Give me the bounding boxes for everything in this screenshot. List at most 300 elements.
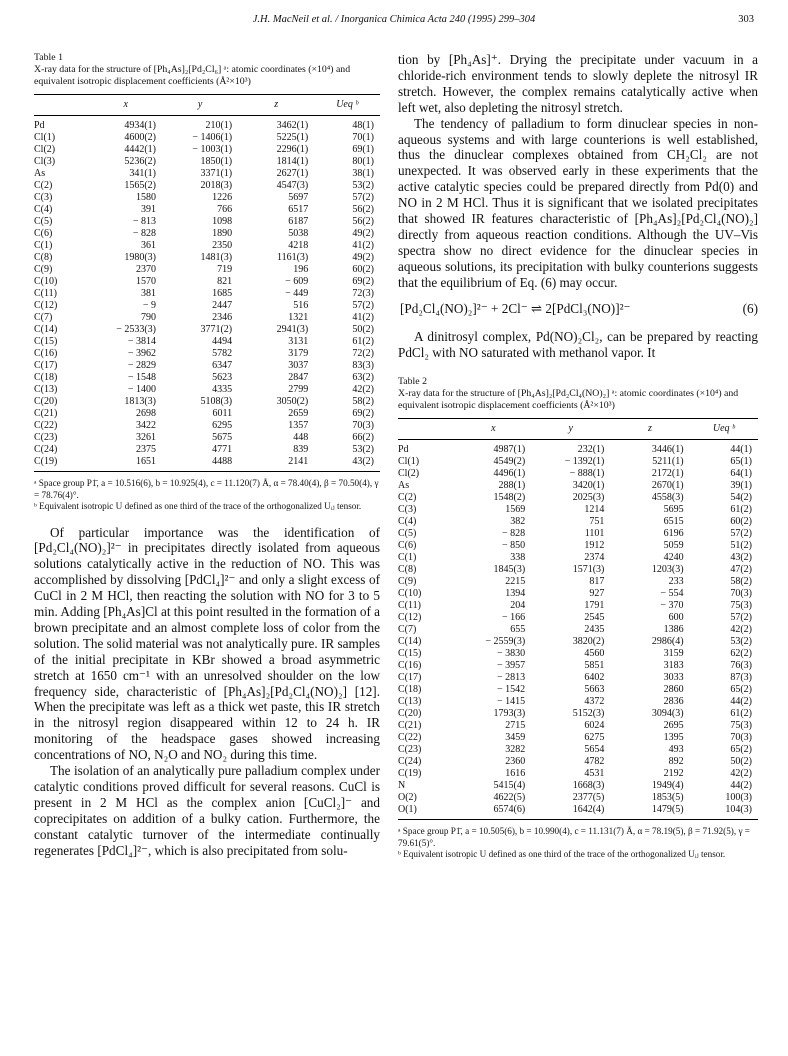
table-cell: 4442(1) [124,144,157,155]
table-cell: 47(2) [730,564,752,576]
table-cell: 87(3) [730,672,752,684]
atom-label-cell: C(23) [34,432,58,443]
table-row [34,192,380,204]
table-cell: 5851 [584,660,605,672]
atom-label-cell: C(20) [398,708,422,720]
table-row [34,408,380,420]
table-cell: 204 [510,600,526,612]
table-cell: 4240 [663,552,684,564]
table1-caption: X-ray data for the structure of [Ph₄As]₂[Pd₂Cl₆] ᵃ: atomic coordinates (×10⁴) and equivalent isotropic displacement coefficients (Å²×10³) [34,64,351,87]
table2-column-header: Ueq ᵇ [690,419,758,440]
atom-label-cell: Cl(2) [34,144,56,155]
table-cell: 1949(4) [651,780,684,792]
table-cell: 2860 [663,684,684,696]
table-cell: − 1548 [127,372,157,383]
atom-label-cell: C(19) [34,456,89,472]
table-cell: 49(2) [352,228,374,239]
atom-label-cell: C(4) [34,204,53,215]
table-row [34,228,380,240]
left-paragraph-2: The isolation of an analytically pure palladium complex under catalytic conditions proved difficult for several reasons. CuCl is present in 2 M HCl as the complex anion [CuCl₂]⁻ and coprecipitates on addition of a bulky cation. Furthermore, the constant catalytic turnover of the intermediate continually regenerates [PdCl₄]²⁻, which is also precipitated from solu- [34,763,380,858]
table-row [398,576,758,588]
right-column [398,52,758,861]
equation-6 [400,301,758,317]
table-cell: 6347 [212,360,233,371]
table-cell: 719 [217,264,233,275]
table-cell: 3033 [663,672,684,684]
table-cell: − 3962 [127,348,157,359]
table-cell: 3459 [505,732,526,744]
table1-column-header: z [238,95,314,116]
table-row [398,672,758,684]
table-row [34,420,380,432]
table2-header-row [398,419,758,440]
table-cell: 57(2) [730,528,752,540]
table-cell: 53(2) [352,180,374,191]
atom-label-cell: C(3) [398,504,417,516]
atom-label-cell: C(4) [398,516,417,528]
table-cell: 1850(1) [200,156,233,167]
table-cell: 69(1) [352,144,374,155]
table-cell: − 888(1) [569,468,605,480]
table-row [398,732,758,744]
table2 [398,418,758,820]
table-row [398,660,758,672]
table-cell: 57(2) [730,612,752,624]
table-cell: 1912 [584,540,605,552]
table-cell: 3282 [505,744,526,756]
table-cell: 2215 [505,576,526,588]
atom-label-cell: C(11) [398,600,421,612]
table-cell: 56(2) [352,216,374,227]
table-cell: 80(1) [352,156,374,167]
table-cell: 69(2) [352,408,374,419]
table-cell: 790 [141,312,157,323]
table-cell: 1386 [663,624,684,636]
table-cell: 839 [293,444,309,455]
atom-label-cell: C(23) [398,744,422,756]
table-cell: 43(2) [314,456,380,472]
table-row [34,264,380,276]
atom-label-cell: C(22) [398,732,422,744]
table-cell: 6515 [663,516,684,528]
table-cell: 2627(1) [276,168,309,179]
table-cell: 2192 [663,768,684,780]
table-row [34,300,380,312]
table-cell: 2360 [505,756,526,768]
table-cell: 1565(2) [124,180,157,191]
table-cell: − 2813 [497,672,526,684]
table-cell: 5211(1) [652,456,684,468]
table-cell: 64(1) [730,468,752,480]
table-cell: 3037 [288,360,309,371]
table-cell: 53(2) [730,636,752,648]
table-cell: 2346 [212,312,233,323]
table-row [34,168,380,180]
table-cell: 63(2) [352,372,374,383]
atom-label-cell: C(1) [398,552,417,564]
atom-label-cell: C(5) [398,528,417,540]
table-cell: 48(1) [352,120,374,131]
table-cell: 2799 [288,384,309,395]
table-cell: 3094(3) [651,708,684,720]
atom-label-cell: C(9) [34,264,53,275]
table1-footnote-b: ᵇ Equivalent isotropic U defined as one third of the trace of the orthogonalized Uᵢⱼ tensor. [34,501,362,511]
table-cell: 76(3) [730,660,752,672]
table-cell: − 166 [502,612,526,624]
table-cell: 5059 [663,540,684,552]
table-cell: 41(2) [352,312,374,323]
table-cell: 70(3) [730,588,752,600]
atom-label-cell: Pd [398,444,409,456]
table-cell: 104(3) [690,804,758,820]
table2-body [398,440,758,820]
table-row [398,804,758,820]
table-cell: 1098 [212,216,233,227]
table-cell: 516 [293,300,309,311]
table1-column-header: x [89,95,162,116]
table-cell: 5225(1) [276,132,309,143]
table-cell: 4496(1) [493,468,526,480]
table2-label: Table 2 [398,376,427,388]
table-cell: 1101 [584,528,605,540]
table-cell: 6024 [584,720,605,732]
table-row [398,756,758,768]
table-cell: − 3830 [497,648,526,660]
table-row [398,440,758,457]
table-cell: 5782 [212,348,233,359]
table-cell: 821 [217,276,233,287]
table-cell: 3771(2) [200,324,233,335]
table-cell: 3462(1) [276,120,309,131]
table-cell: 70(3) [352,420,374,431]
table-cell: − 554 [660,588,684,600]
table-cell: 3159 [663,648,684,660]
table1-header-row [34,95,380,116]
table-cell: 341(1) [129,168,157,179]
table-row [398,768,758,780]
table-row [398,792,758,804]
table-cell: 100(3) [725,792,752,804]
table-cell: 50(2) [352,324,374,335]
table-cell: 2986(4) [651,636,684,648]
table-cell: 72(3) [352,288,374,299]
table-row [34,252,380,264]
table-cell: 361 [141,240,157,251]
table-row [398,480,758,492]
table-cell: 69(2) [352,276,374,287]
table-cell: 2670(1) [651,480,684,492]
table-row [34,144,380,156]
table-cell: 43(2) [730,552,752,564]
table-cell: 6011 [212,408,233,419]
table-cell: 391 [141,204,157,215]
table2-column-header: z [610,419,689,440]
table-cell: 1548(2) [493,492,526,504]
table-cell: − 813 [132,216,157,227]
atom-label-cell: C(2) [398,492,417,504]
table-cell: 2847 [288,372,309,383]
table-cell: 57(2) [352,300,374,311]
table-cell: 5108(3) [200,396,233,407]
running-header [34,14,754,28]
table-cell: − 3814 [127,336,157,347]
table-row [34,372,380,384]
atom-label-cell: C(18) [34,372,58,383]
table-cell: 6402 [584,672,605,684]
table-cell: 3183 [663,660,684,672]
table-cell: 61(2) [352,336,374,347]
table-cell: 4560 [584,648,605,660]
table-cell: 232(1) [577,444,605,456]
atom-label-cell: C(17) [34,360,58,371]
table-cell: 4218 [288,240,309,251]
table-cell: 5415(4) [493,780,526,792]
table-cell: − 370 [660,600,684,612]
table-cell: 5654 [584,744,605,756]
table-cell: 75(3) [730,720,752,732]
table1-body [34,116,380,472]
table-cell: 1616 [505,768,526,780]
atom-label-cell: C(1) [34,240,53,251]
table-cell: 2545 [584,612,605,624]
atom-label-cell: Cl(1) [34,132,56,143]
table-cell: 751 [589,516,605,528]
table-cell: 5675 [212,432,233,443]
table-cell: 3371(1) [200,168,233,179]
table-cell: 1481(3) [200,252,233,263]
table-cell: 288(1) [498,480,526,492]
table-cell: 1226 [212,192,233,203]
table-cell: − 2829 [127,360,157,371]
table-cell: 6196 [663,528,684,540]
table-row [34,180,380,192]
table-cell: 1161(3) [276,252,309,263]
table-cell: 2172(1) [651,468,684,480]
table-row [34,396,380,408]
table2-caption: X-ray data for the structure of [Ph₄As]₂[Pd₂Cl₄(NO)₂] ᵃ: atomic coordinates (×10⁴) and equivalent isotropic displacement coefficients (Å²×10³) [398,388,739,412]
atom-label-cell: C(16) [398,660,422,672]
atom-label-cell: N [398,780,406,792]
table-cell: 1845(3) [493,564,526,576]
table-cell: 2447 [212,300,233,311]
table-cell: 6187 [288,216,309,227]
table-cell: 75(3) [730,600,752,612]
table-cell: − 828 [502,528,526,540]
table-cell: 62(2) [730,648,752,660]
table-cell: 2374 [584,552,605,564]
table-cell: 65(1) [730,456,752,468]
equation-text: [Pd₂Cl₄(NO)₂]²⁻ + 2Cl⁻ ⇌ 2[PdCl₃(NO)]²⁻ [400,300,631,316]
table-cell: 600 [668,612,684,624]
atom-label-cell: Cl(2) [398,468,420,480]
table-cell: 70(3) [730,732,752,744]
table-cell: 1980(3) [124,252,157,263]
table-cell: 57(2) [352,192,374,203]
table-cell: 210(1) [205,120,233,131]
table-cell: 2025(3) [572,492,605,504]
table-row [34,156,380,168]
table-cell: 56(2) [352,204,374,215]
table-cell: 5695 [663,504,684,516]
table-cell: 4494 [212,336,233,347]
table-cell: 44(2) [730,696,752,708]
atom-label-cell: O(1) [398,804,456,820]
table-row [34,360,380,372]
table-cell: 5236(2) [124,156,157,167]
table-cell: − 828 [132,228,157,239]
atom-label-cell: Cl(1) [398,456,420,468]
table-cell: 4987(1) [493,444,526,456]
table-row [398,588,758,600]
table-cell: 4622(5) [493,792,526,804]
table-cell: 58(2) [352,396,374,407]
atom-label-cell: C(18) [398,684,422,696]
atom-label-cell: C(7) [398,624,417,636]
table-cell: − 850 [502,540,526,552]
table-row [34,432,380,444]
table-cell: 4558(3) [651,492,684,504]
table1-column-header: y [162,95,238,116]
table-row [398,564,758,576]
atom-label-cell: C(21) [34,408,58,419]
table-cell: 3050(2) [276,396,309,407]
table-row [34,444,380,456]
table-cell: 1813(3) [124,396,157,407]
table-cell: 2141 [238,456,314,472]
atom-label-cell: C(19) [398,768,422,780]
table-cell: 2836 [663,696,684,708]
table-cell: 2695 [663,720,684,732]
table-cell: 6295 [212,420,233,431]
table-row [34,204,380,216]
table-cell: 1357 [288,420,309,431]
table-cell: − 1400 [127,384,157,395]
table-row [398,612,758,624]
atom-label-cell: C(15) [398,648,422,660]
table-cell: 892 [668,756,684,768]
table-cell: 1479(5) [610,804,689,820]
table-cell: 42(2) [352,384,374,395]
atom-label-cell: C(5) [34,216,53,227]
table-cell: 2941(3) [276,324,309,335]
atom-label-cell: Cl(3) [34,156,56,167]
table-cell: − 2533(3) [116,324,157,335]
table-row [398,708,758,720]
table-cell: 1890 [212,228,233,239]
table-cell: 4600(2) [124,132,157,143]
atom-label-cell: C(10) [398,588,422,600]
table-row [398,552,758,564]
table1-label: Table 1 [34,52,63,63]
table-cell: 1569 [505,504,526,516]
table-cell: 6275 [584,732,605,744]
table-cell: − 1415 [497,696,526,708]
table1-column-header: Ueq ᵇ [314,95,380,116]
atom-label-cell: C(8) [398,564,417,576]
table-cell: − 3957 [497,660,526,672]
table-cell: 2350 [212,240,233,251]
table-cell: 61(2) [730,504,752,516]
table-row [398,744,758,756]
table-cell: 1214 [584,504,605,516]
table-row [398,540,758,552]
table-cell: 1570 [136,276,157,287]
table-cell: 1571(3) [572,564,605,576]
table-row [34,132,380,144]
table-cell: 4531 [584,768,605,780]
table-cell: 44(1) [730,444,752,456]
table2-footnote-a: ᵃ Space group P1̄, a = 10.505(6), b = 10.990(4), c = 11.131(7) Å, α = 78.19(5), β = 71.92(5), γ = 79.61(5)°. [398,826,750,848]
table-row [34,336,380,348]
table-cell: 39(1) [730,480,752,492]
table-row [398,696,758,708]
table-row [398,624,758,636]
table-row [398,600,758,612]
table-row [34,384,380,396]
table-cell: 54(2) [730,492,752,504]
table-cell: 766 [217,204,233,215]
table-cell: 3131 [288,336,309,347]
table-cell: 42(2) [730,624,752,636]
atom-label-cell: C(24) [34,444,58,455]
table-cell: 2375 [136,444,157,455]
table-cell: 60(2) [730,516,752,528]
right-paragraph-2: The tendency of palladium to form dinuclear species in non-aqueous systems and with large counterions is well established, thus the dinuclear complexes obtained from CH₂Cl₂ are not unexpected. It was observed early in these experiments that the active catalytic species could be prepared directly from Pd(0) and NO in 2 M HCl. Thus it is significant that we isolated precipitates that showed IR features characteristic of [Ph₄As]₂[Pd₂Cl₄(NO)₂] directly from aqueous reaction conditions. Although the UV–Vis spectra show no direct evidence for the dinuclear species in aqueous solutions, its precipitation with bulky counterions suggests that the equilibrium of Eq. (6) may occur. [398,115,758,290]
table-cell: 53(2) [352,444,374,455]
table-cell: 1793(3) [493,708,526,720]
atom-label-cell: C(13) [398,696,422,708]
table-row [34,216,380,228]
atom-label-cell: C(13) [34,384,58,395]
table-cell: 5152(3) [572,708,605,720]
table-cell: − 9 [142,300,157,311]
table-cell: 817 [589,576,605,588]
table-cell: 2715 [505,720,526,732]
equation-number: (6) [742,300,758,316]
table-cell: − 1542 [497,684,526,696]
table-cell: 1642(4) [531,804,610,820]
table-row [398,720,758,732]
table-cell: 1580 [136,192,157,203]
table-row [398,684,758,696]
table-cell: 3446(1) [651,444,684,456]
atom-label-cell: C(12) [398,612,422,624]
atom-label-cell: Pd [34,120,45,131]
table-cell: 5623 [212,372,233,383]
table-cell: 3261 [136,432,157,443]
table-cell: 1668(3) [572,780,605,792]
table-row [398,648,758,660]
table-row [34,288,380,300]
table-row [398,456,758,468]
table-row [398,492,758,504]
table-row [34,324,380,336]
table1-footnote-a: ᵃ Space group P1̄, a = 10.516(6), b = 10.925(4), c = 11.120(7) Å, α = 78.40(4), β = 70.50(4), γ = 78.76(4)°. [34,478,379,500]
table-cell: 42(2) [730,768,752,780]
atom-label-cell: C(14) [34,324,58,335]
running-title: J.H. MacNeil et al. / Inorganica Chimica Acta 240 (1995) 299–304 [252,14,536,25]
table-cell: 5697 [288,192,309,203]
table-cell: − 1392(1) [564,456,605,468]
table-cell: 4488 [162,456,238,472]
table-row [398,636,758,648]
table-cell: − 609 [285,276,309,287]
table-cell: 1203(3) [651,564,684,576]
table-cell: − 2559(3) [485,636,526,648]
table-cell: 2018(3) [200,180,233,191]
table-cell: 1791 [584,600,605,612]
table-cell: 4771 [212,444,233,455]
